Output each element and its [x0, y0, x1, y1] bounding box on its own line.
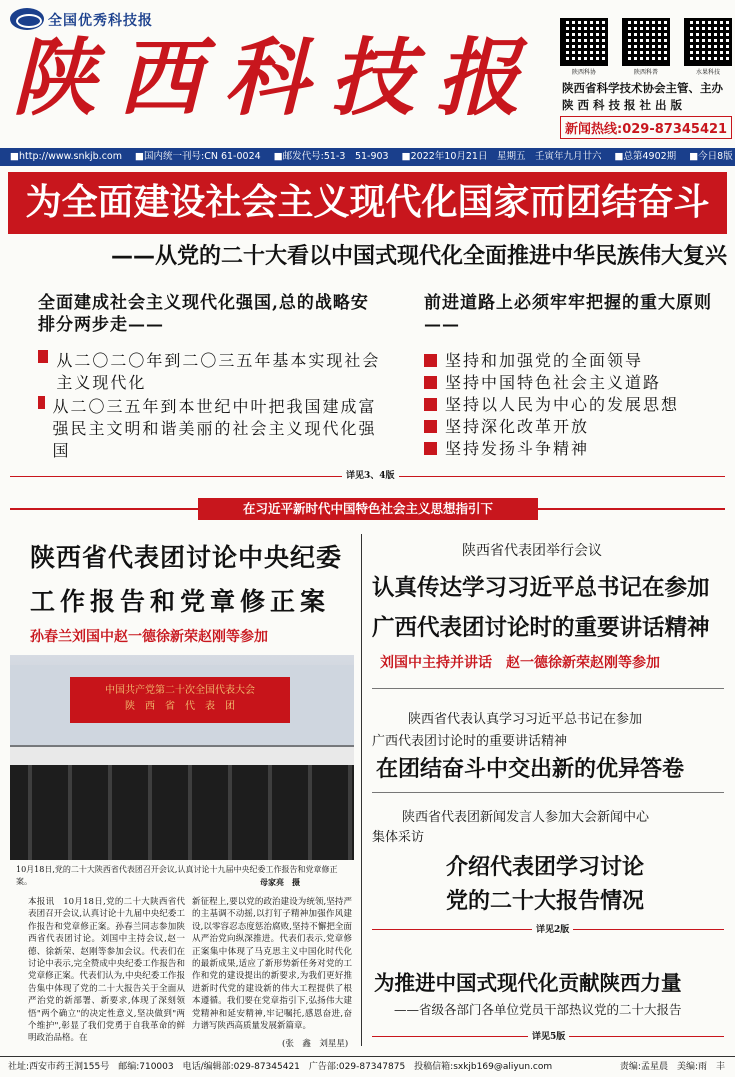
page-count: ■今日8版: [689, 151, 733, 162]
list-item: 坚持中国特色社会主义道路: [424, 372, 724, 394]
footer: [0, 1056, 735, 1077]
list-item: 从二〇二〇年到二〇三五年基本实现社会主义现代化: [38, 350, 388, 394]
photo-table: [10, 747, 354, 765]
photo-banner: 中国共产党第二十次全国代表大会 陕 西 省 代 表 团: [70, 677, 290, 723]
right-box-title: 前进道路上必须牢牢把握的重大原则——: [424, 293, 712, 335]
bullet-square-icon: [424, 376, 437, 389]
story4-kicker: 陕西省代表团新闻发言人参加大会新闻中心: [402, 810, 650, 825]
masthead-tagline: 全国优秀科技报: [48, 13, 153, 29]
story2-title[interactable]: 认真传达学习习近平总书记在参加: [372, 575, 710, 601]
publisher-line: 陕 西 科 技 报 社 出 版: [562, 98, 683, 112]
qr-code-icon[interactable]: [684, 18, 732, 66]
issn: ■国内统一刊号:CN 61-0024: [135, 151, 261, 162]
photographer: 母家亮 摄: [260, 877, 300, 887]
qr-code-icon[interactable]: [560, 18, 608, 66]
story4-kicker: 集体采访: [372, 830, 425, 845]
info-bar: [0, 148, 735, 166]
story1-title[interactable]: 陕西省代表团讨论中央纪委: [30, 543, 343, 572]
postal-code: ■邮发代号:51-3 51-903: [273, 151, 389, 162]
list-item: 坚持深化改革开放: [424, 416, 724, 438]
bullet-square-icon: [424, 354, 437, 367]
bullet-square-icon: [38, 396, 45, 409]
banner: 在习近平新时代中国特色社会主义思想指引下: [198, 498, 538, 520]
story5-subtitle: ——省级各部门各单位党员干部热议党的二十大报告: [394, 1002, 682, 1017]
story1-title[interactable]: 工作报告和党章修正案: [30, 587, 331, 616]
list-item: 坚持以人民为中心的发展思想: [424, 394, 724, 416]
story3-title[interactable]: 在团结奋斗中交出新的优异答卷: [376, 757, 685, 782]
story-divider: [372, 688, 724, 689]
footer-address: 社址:西安市药王洞155号 邮编:710003 电话/编辑部:029-87345421 广告部:029-87347875 投稿信箱:sxkjb169@aliyun.com: [8, 1062, 553, 1072]
website-url[interactable]: ■http://www.snkjb.com: [10, 151, 122, 162]
story5-title[interactable]: 为推进中国式现代化贡献陕西力量: [374, 971, 682, 995]
bullet-square-icon: [424, 420, 437, 433]
story1-byline: (张 鑫 刘星星): [282, 1039, 349, 1049]
story-divider: [372, 792, 724, 793]
masthead-title: 陕西科技报: [12, 28, 543, 127]
hotline-label: 新闻热线:: [565, 122, 623, 137]
right-box-list: [424, 350, 724, 460]
main-subheadline: ——从党的二十大看以中国式现代化全面推进中华民族伟大复兴: [110, 244, 727, 269]
qr-label: 陕西科协: [571, 69, 596, 76]
qr-label: 陕西科普: [633, 69, 658, 76]
column-divider: [361, 534, 362, 1046]
news-photo: [10, 655, 354, 860]
see-page-5[interactable]: 详见5版: [528, 1029, 569, 1042]
left-box-title: 全面建成社会主义现代化强国,总的战略安排分两步走——: [38, 293, 369, 335]
issue-number: ■总第4902期: [614, 151, 677, 162]
bullet-square-icon: [424, 398, 437, 411]
news-hotline: [560, 116, 732, 139]
see-page-2[interactable]: 详见2版: [532, 922, 573, 935]
photo-caption: 10月18日,党的二十大陕西省代表团召开会议,认真讨论十九届中央纪委工作报告和党章修正案。: [16, 865, 338, 886]
qr-label: 水果科技: [695, 69, 720, 76]
newspaper-logo-icon: [10, 8, 44, 30]
list-item: 从二〇三五年到本世纪中叶把我国建成富强民主文明和谐美丽的社会主义现代化强国: [38, 396, 388, 462]
story1-column: 本报讯 10月18日,党的二十大陕西省代表团召开会议,认真讨论十九届中央纪委工作报告和党章修正案。孙春兰同志参加陕西省代表团讨论。刘国中主持会议,赵一德、徐新荣、赵刚等参加会议。代表们在讨论中表示,完全赞成中央纪委工作报告和党章修正案。代表们认为,中央纪委工作报告集中体现了党的二十大报告关于全面从严治党的新部署、新要求,体现了深刻领悟"两个确立"的决定性意义,坚决做到"两个维护",彰显了我们党勇于自我革命的鲜明政治品格。在: [28, 897, 185, 1044]
footer-editors: 责编:孟星晨 美编:雨 丰: [619, 1062, 725, 1072]
main-headline[interactable]: 为全面建设社会主义现代化国家而团结奋斗: [8, 172, 727, 234]
story2-title[interactable]: 广西代表团讨论时的重要讲话精神: [372, 615, 710, 641]
story1-subtitle: 孙春兰刘国中赵一德徐新荣赵刚等参加: [30, 629, 268, 645]
issue-date: ■2022年10月21日 星期五 壬寅年九月廿六: [401, 151, 602, 162]
story3-kicker: 陕西省代表认真学习习近平总书记在参加: [408, 712, 643, 727]
see-pages-3-4[interactable]: 详见3、4版: [342, 468, 399, 481]
qr-code-icon[interactable]: [622, 18, 670, 66]
publisher-line: 陕西省科学技术协会主管、主办: [562, 81, 723, 95]
list-item: 坚持发扬斗争精神: [424, 438, 724, 460]
left-box-list: [38, 350, 388, 462]
bullet-square-icon: [38, 350, 48, 363]
story3-kicker: 广西代表团讨论时的重要讲话精神: [372, 734, 568, 749]
story1-column: 新征程上,要以党的政治建设为统领,坚持严的主基调不动摇,以打钉子精神加强作风建设,以零容忍态度惩治腐败,坚持不懈把全面从严治党向纵深推进。代表们表示,党章修正案集中体现了马克思主义中国化时代化的最新成果,适应了新形势新任务对党的工作和党的建设提出的新要求,为我们更好推进新时代党的建设新的伟大工程提供了根本遵循。我们要在党章指引下,弘扬伟大建党精神和延安精神,牢记嘱托,感恩奋进,奋力谱写陕西高质量发展新篇章。: [192, 897, 352, 1032]
story2-kicker: 陕西省代表团举行会议: [462, 543, 602, 559]
story2-subtitle: 刘国中主持并讲话 赵一德徐新荣赵刚等参加: [380, 655, 660, 671]
bullet-square-icon: [424, 442, 437, 455]
list-item: 坚持和加强党的全面领导: [424, 350, 724, 372]
photo-crowd: [10, 765, 354, 860]
story4-title[interactable]: 党的二十大报告情况: [446, 889, 645, 914]
story4-title[interactable]: 介绍代表团学习讨论: [446, 855, 645, 880]
hotline-number: 029-87345421: [622, 122, 728, 137]
